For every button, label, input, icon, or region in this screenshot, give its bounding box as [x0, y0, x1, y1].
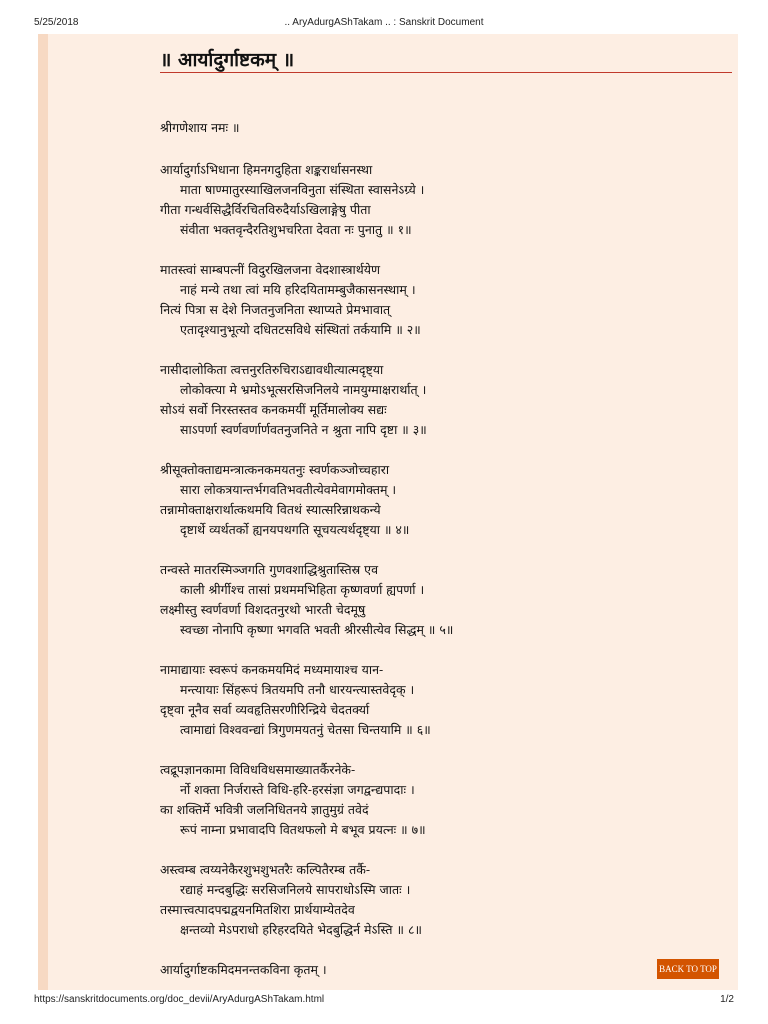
verse-line: गीता गन्धर्वसिद्धैर्विरचितविरुदैर्याऽखिलाङ्गेषु पीता: [160, 202, 371, 217]
verse-line: सोऽयं सर्वो निरस्तस्तव कनकमयीं मूर्तिमालोक्य सद्यः: [160, 402, 387, 417]
print-url: https://sanskritdocuments.org/doc_devii/AryAdurgAShTakam.html: [34, 994, 325, 1005]
verse-line: त्वद्रूपज्ञानकामा विविधविधसमाख्यातर्कैरनेके-: [160, 762, 356, 777]
print-footer: [0, 994, 768, 1014]
document-body: [160, 118, 720, 980]
verse-line: एतादृश्यानुभूत्यो दधितटसविधे संस्थितां तर्कयामि ॥ २॥: [180, 322, 421, 337]
verse-line: सारा लोकत्रयान्तर्भगवतिभवतीत्येवमेवागमोक्तम् ।: [180, 482, 397, 497]
verse-line: तस्मात्त्वत्पादपद्मद्वयनमितशिरा प्रार्थयाम्येतदेव: [160, 902, 355, 917]
page-edge: [38, 34, 48, 990]
verse-line: दृष्ट्वा नूनैव सर्वा व्यवहृतिसरणीरिन्द्रिये चेदतर्क्या: [160, 702, 370, 717]
verse-line: नामाद्यायाः स्वरूपं कनकमयमिदं मध्यमायाश्च यान-: [160, 662, 384, 677]
verse-line: लोकोक्त्या मे भ्रमोऽभूत्सरसिजनिलये नामयुग्माक्षरार्थात् ।: [180, 382, 427, 397]
verse-line: रूपं नाम्ना प्रभावादपि वितथफलो मे बभूव प्रयत्नः ॥ ७॥: [180, 822, 426, 837]
verse-line: क्षन्तव्यो मेऽपराधो हरिहरदयिते भेदबुद्धिर्न मेऽस्ति ॥ ८॥: [180, 922, 422, 937]
verse-line: मन्त्यायाः सिंहरूपं त्रितयमपि तनौ धारयन्त्यास्तवेदृक् ।: [180, 682, 415, 697]
verse-line: काली श्रीर्गीश्च तासां प्रथममभिहिता कृष्णवर्णा ह्यपर्णा ।: [180, 582, 425, 597]
verse-stanza: [160, 760, 720, 840]
verse-stanza: [160, 660, 720, 740]
title-divider: [160, 72, 732, 73]
verse-line: नासीदालोकिता त्वत्तनुरतिरुचिराऽद्यावधीत्यात्मदृष्ट्या: [160, 362, 384, 377]
verse-stanza: [160, 160, 720, 240]
verse-line: तन्नामोक्ताक्षरार्थात्कथमयि वितथं स्यात्सरिन्नाथकन्ये: [160, 502, 381, 517]
verse-stanza: [160, 360, 720, 440]
verse-line: आर्यादुर्गाऽभिधाना हिमनगदुहिता शङ्करार्धासनस्था: [160, 162, 373, 177]
verse-line: नित्यं पित्रा स देशे निजतनुजनिता स्थाप्यते प्रेमभावात्: [160, 302, 391, 317]
verse-stanza: [160, 260, 720, 340]
verse-line: त्वामाद्यां विश्ववन्द्यां त्रिगुणमयतनुं चेतसा चिन्तयामि ॥ ६॥: [180, 722, 431, 737]
verse-line: दृष्टार्थे व्यर्थतर्को ह्यनयपथगति सूचयत्यर्थदृष्ट्या ॥ ४॥: [180, 522, 410, 537]
print-date: 5/25/2018: [34, 17, 79, 28]
verse-line: अस्त्वम्ब त्वय्यनेकैरशुभशुभतरैः कल्पितैरम्ब तर्कै-: [160, 862, 371, 877]
print-header: [0, 0, 768, 34]
verse-line: श्रीसूक्तोक्ताद्यमन्त्रात्कनकमयतनुः स्वर्णकञ्जोच्चहारा: [160, 462, 390, 477]
print-page-number: 1/2: [720, 994, 734, 1005]
verse-line: स्वच्छा नोनापि कृष्णा भगवति भवती श्रीरसीत्येव सिद्धम् ॥ ५॥: [180, 622, 454, 637]
verse-stanza: [160, 860, 720, 940]
stanza-list: [160, 160, 720, 940]
verse-line: र्नो शक्ता निर्जरास्ते विधि-हरि-हरसंज्ञा जगद्वन्द्यपादाः ।: [180, 782, 415, 797]
verse-line: मातस्त्वां साम्बपत्नीं विदुरखिलजना वेदशास्त्रार्थयेण: [160, 262, 381, 277]
verse-line: रद्याहं मन्दबुद्धिः सरसिजनिलये सापराधोऽस्मि जातः ।: [180, 882, 411, 897]
verse-stanza: [160, 560, 720, 640]
verse-line: माता षाण्मातुरस्याखिलजनविनुता संस्थिता स्वासनेऽग्र्ये ।: [180, 182, 425, 197]
closing-line: आर्यादुर्गाष्टकमिदमनन्तकविना कृतम् ।: [160, 962, 327, 977]
verse-line: साऽपर्णा स्वर्णवर्णार्णवतनुजनिते न श्रुता नापि दृष्टा ॥ ३॥: [180, 422, 427, 437]
back-to-top-button[interactable]: BACK TO TOP: [657, 959, 719, 979]
verse-line: लक्ष्मीस्तु स्वर्णवर्णा विशदतनुरथो भारती चेदमूषु: [160, 602, 366, 617]
verse-line: तन्वस्ते मातरस्मिञ्जगति गुणवशाद्धिश्रुतास्तिस्र एव: [160, 562, 379, 577]
verse-line: का शक्तिर्मे भवित्री जलनिधितनये ज्ञातुमुग्रं तवेदं: [160, 802, 369, 817]
invocation-line: श्रीगणेशाय नमः ॥: [160, 120, 240, 135]
verse-line: नाहं मन्ये तथा त्वां मयि हरिदयितामम्बुजैकासनस्थाम् ।: [180, 282, 416, 297]
verse-line: संवीता भक्तवृन्दैरतिशुभचरिता देवता नः पुनातु ॥ १॥: [180, 222, 412, 237]
document-title: ॥ आर्यादुर्गाष्टकम् ॥: [160, 49, 295, 71]
verse-stanza: [160, 460, 720, 540]
print-page-title: .. AryAdurgAShTakam .. : Sanskrit Document: [284, 17, 484, 28]
